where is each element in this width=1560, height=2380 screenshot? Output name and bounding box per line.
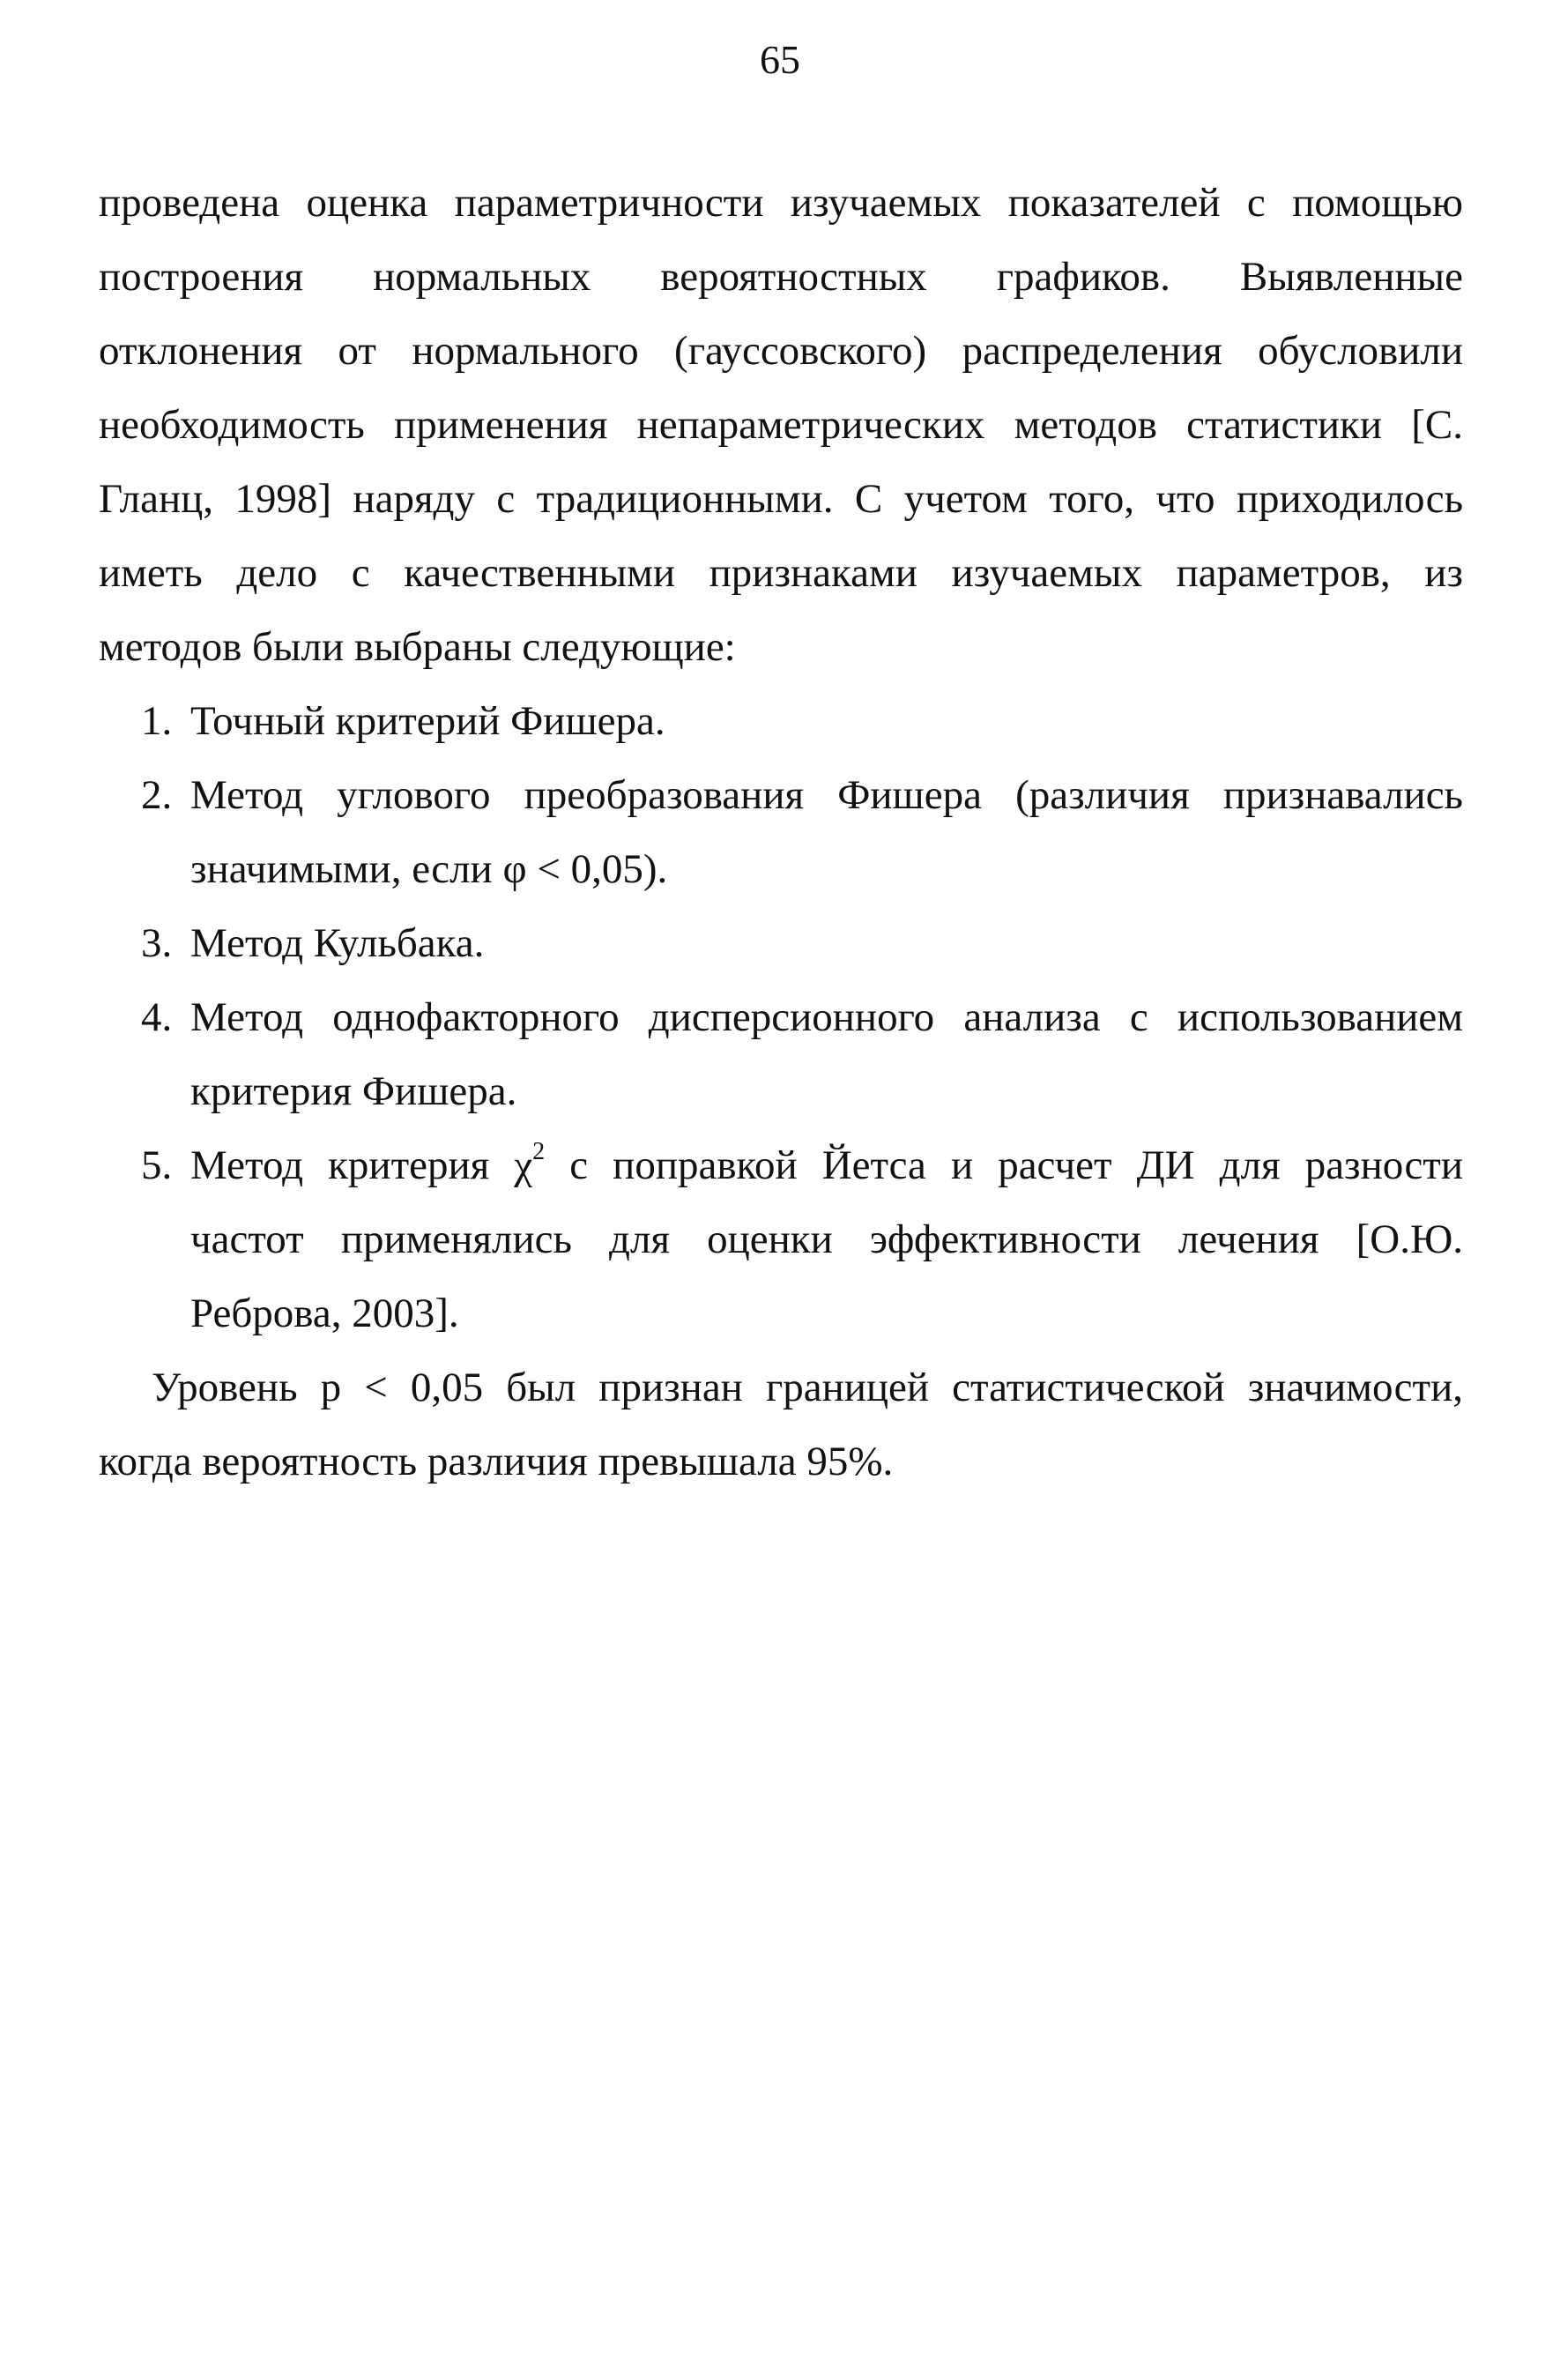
list-item-number: 4. [141, 994, 173, 1040]
list-item-number: 3. [141, 920, 173, 966]
intro-line: методов были выбраны следующие: [99, 624, 736, 670]
list-item-text: Реброва, 2003]. [190, 1290, 459, 1336]
list-item-text: Точный критерий Фишера. [190, 698, 665, 744]
intro-line: иметь дело с качественными признаками изучаемых параметров, из [99, 550, 1463, 596]
conclusion-line: Уровень p < 0,05 был признан границей статистической значимости, [152, 1365, 1463, 1410]
list-item-text [190, 1137, 1463, 1194]
list-item-number: 2. [141, 772, 173, 818]
list-item-text: частот применялись для оценки эффективности лечения [О.Ю. [190, 1216, 1463, 1262]
page-number: 65 [760, 37, 800, 82]
intro-line: проведена оценка параметричности изучаемых показателей с помощью [99, 180, 1463, 226]
intro-line: построения нормальных вероятностных графиков. Выявленные [99, 254, 1463, 300]
intro-line: необходимость применения непараметрических методов статистики [С. [99, 402, 1463, 448]
list-item-text: Метод однофакторного дисперсионного анализа с использованием [190, 994, 1463, 1040]
chi-square-text: Метод критерия χ [190, 1142, 533, 1188]
list-item-number: 1. [141, 698, 173, 744]
list-item-text: Метод Кульбака. [190, 920, 485, 966]
list-item-text: значимыми, если φ < 0,05). [190, 846, 668, 892]
list-item-text: критерия Фишера. [190, 1068, 517, 1114]
intro-line: отклонения от нормального (гауссовского) распределения обусловили [99, 328, 1463, 374]
superscript-two: 2 [532, 1138, 546, 1165]
intro-line: Гланц, 1998] наряду с традиционными. С учетом того, что приходилось [99, 476, 1463, 522]
list-item-number: 5. [141, 1142, 173, 1188]
yates-text: с поправкой Йетса и расчет ДИ для разности [545, 1142, 1463, 1188]
conclusion-line: когда вероятность различия превышала 95%. [99, 1439, 894, 1484]
list-item-text: Метод углового преобразования Фишера (различия признавались [190, 772, 1463, 818]
